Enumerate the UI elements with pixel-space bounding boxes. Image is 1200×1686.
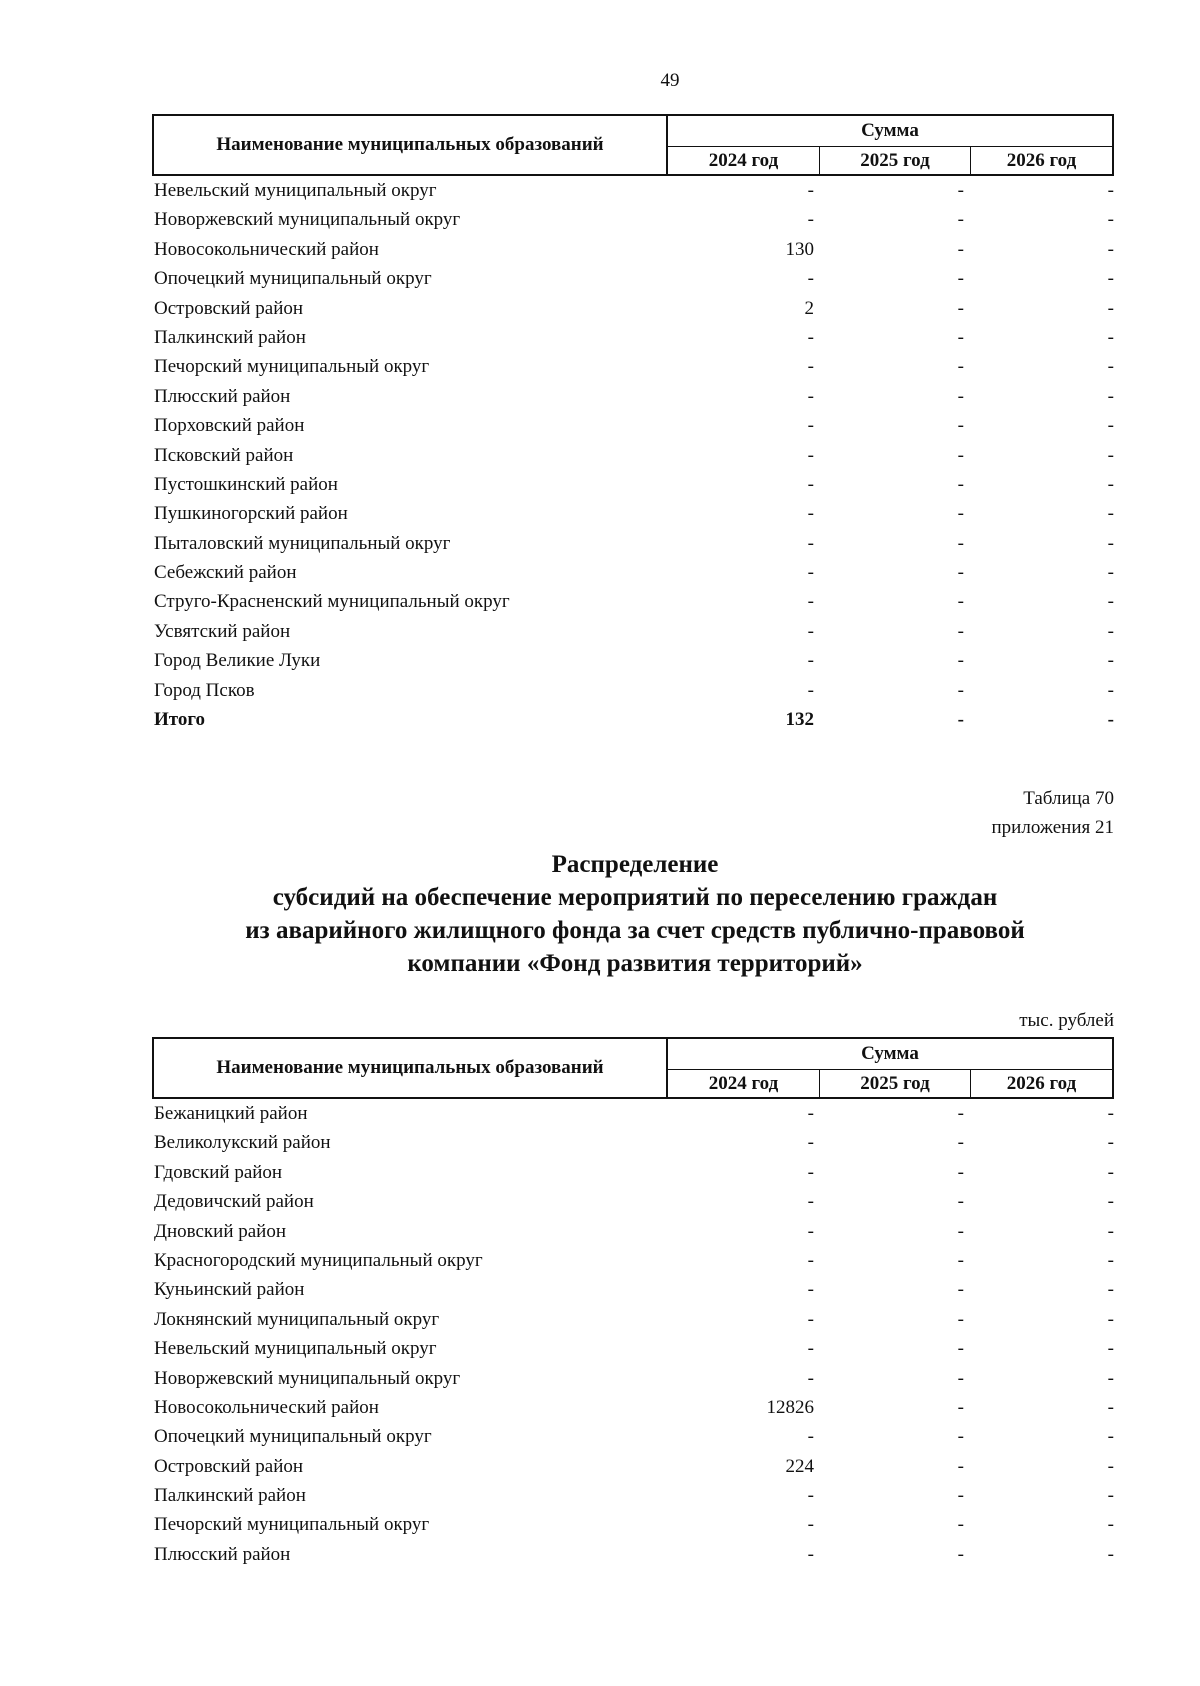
table-row: [152, 205, 1114, 234]
row-value-2026: -: [1107, 679, 1114, 701]
row-value-2026: -: [1107, 385, 1114, 407]
row-value-2026: -: [1107, 297, 1114, 319]
row-value-2025: -: [957, 1220, 964, 1242]
row-value-2024: -: [807, 180, 814, 201]
row-value-2025: -: [957, 1249, 964, 1271]
row-value-2025: -: [957, 1543, 964, 1565]
row-name: Невельский муниципальный округ: [154, 180, 437, 201]
table-row: [152, 529, 1114, 558]
row-name: Дновский район: [154, 1220, 287, 1242]
row-name: Дедовичский район: [154, 1191, 314, 1213]
row-name: Пушкиногорский район: [154, 503, 348, 525]
table-row: [152, 1158, 1114, 1187]
table-2-body: [152, 1099, 1114, 1569]
row-value-2026: -: [1107, 268, 1114, 290]
table-row: [152, 441, 1114, 470]
row-value-2026: -: [1107, 1396, 1114, 1418]
row-value-2026: -: [1107, 473, 1114, 495]
header-year-2024: 2024 год: [668, 1070, 820, 1097]
row-name: Порховский район: [154, 415, 305, 437]
row-value-2025: -: [957, 1279, 964, 1301]
row-value-2026: -: [1107, 209, 1114, 231]
total-2026: -: [1107, 709, 1114, 731]
table-row: [152, 587, 1114, 616]
row-value-2024: -: [807, 1161, 814, 1183]
row-value-2024: -: [807, 562, 814, 584]
row-value-2025: -: [957, 385, 964, 407]
row-name: Плюсский район: [154, 385, 291, 407]
row-value-2026: -: [1107, 1161, 1114, 1183]
row-value-2026: -: [1107, 620, 1114, 642]
row-value-2025: -: [957, 297, 964, 319]
row-name: Новосокольнический район: [154, 238, 379, 260]
title-line-3: из аварийного жилищного фонда за счет средств публично-правовой: [245, 917, 1025, 944]
row-value-2025: -: [957, 1514, 964, 1536]
row-value-2026: -: [1107, 1308, 1114, 1330]
title-line-2: субсидий на обеспечение мероприятий по переселению граждан: [272, 884, 998, 911]
header-year-2025: 2025 год: [820, 147, 971, 174]
header-year-2024: 2024 год: [668, 147, 820, 174]
row-name: Гдовский район: [154, 1161, 283, 1183]
table-row: [152, 1099, 1114, 1128]
table-row: [152, 1422, 1114, 1451]
table-row: [152, 382, 1114, 411]
row-value-2025: -: [957, 1485, 964, 1507]
table-caption-number: Таблица 70: [1023, 788, 1114, 809]
row-value-2026: -: [1107, 1220, 1114, 1242]
row-value-2024: -: [807, 620, 814, 642]
row-value-2026: -: [1107, 356, 1114, 378]
table-row: [152, 558, 1114, 587]
row-value-2024: -: [807, 1485, 814, 1507]
row-value-2026: -: [1107, 1279, 1114, 1301]
row-value-2026: -: [1107, 1514, 1114, 1536]
table-2-header: [152, 1037, 1114, 1099]
table-row: [152, 323, 1114, 352]
table-caption-appendix: приложения 21: [991, 817, 1114, 838]
header-name-column: Наименование муниципальных образований: [154, 116, 668, 174]
row-value-2024: -: [807, 1426, 814, 1448]
row-name: Себежский район: [154, 562, 297, 584]
row-name: Опочецкий муниципальный округ: [154, 268, 432, 290]
row-value-2024: -: [807, 1514, 814, 1536]
row-value-2024: 12826: [766, 1396, 814, 1418]
table-row: [152, 1481, 1114, 1510]
table-row: [152, 1217, 1114, 1246]
row-name: Пыталовский муниципальный округ: [154, 532, 451, 554]
table-row: [152, 1393, 1114, 1422]
row-value-2026: -: [1107, 1455, 1114, 1477]
row-value-2025: -: [957, 679, 964, 701]
table-row: [152, 294, 1114, 323]
row-name: Новоржевский муниципальный округ: [154, 209, 461, 231]
row-name: Струго-Красненский муниципальный округ: [154, 591, 510, 613]
row-value-2025: -: [957, 356, 964, 378]
row-value-2024: 2: [804, 297, 814, 319]
row-value-2025: -: [957, 1132, 964, 1154]
row-value-2025: -: [957, 473, 964, 495]
table-row: [152, 1452, 1114, 1481]
table-1-header: [152, 114, 1114, 176]
row-value-2025: -: [957, 326, 964, 348]
row-name: Плюсский район: [154, 1543, 291, 1565]
row-value-2026: -: [1107, 415, 1114, 437]
row-value-2026: -: [1107, 532, 1114, 554]
row-name: Пустошкинский район: [154, 473, 338, 495]
header-sum: Сумма: [668, 1039, 1112, 1070]
row-value-2025: -: [957, 209, 964, 231]
row-value-2026: -: [1107, 1103, 1114, 1124]
table-1: [152, 114, 1114, 734]
table-row: [152, 264, 1114, 293]
row-value-2024: -: [807, 444, 814, 466]
row-name: Красногородский муниципальный округ: [154, 1249, 483, 1271]
row-name: Невельский муниципальный округ: [154, 1338, 437, 1360]
total-2025: -: [957, 709, 964, 731]
row-value-2026: -: [1107, 238, 1114, 260]
row-value-2025: -: [957, 1103, 964, 1124]
row-value-2025: -: [957, 1308, 964, 1330]
row-value-2026: -: [1107, 1543, 1114, 1565]
table-row: [152, 617, 1114, 646]
row-name: Печорский муниципальный округ: [154, 1514, 430, 1536]
row-value-2025: -: [957, 532, 964, 554]
row-value-2025: -: [957, 1455, 964, 1477]
row-name: Новоржевский муниципальный округ: [154, 1367, 461, 1389]
row-name: Бежаницкий район: [154, 1103, 308, 1124]
title-line-1: Распределение: [551, 851, 719, 878]
row-value-2026: -: [1107, 326, 1114, 348]
row-value-2024: 224: [785, 1455, 814, 1477]
row-value-2025: -: [957, 503, 964, 525]
table-row: [152, 1364, 1114, 1393]
row-value-2025: -: [957, 1367, 964, 1389]
row-value-2026: -: [1107, 562, 1114, 584]
table-row: [152, 499, 1114, 528]
row-value-2025: -: [957, 444, 964, 466]
header-year-2026: 2026 год: [1006, 149, 1077, 171]
row-value-2025: -: [957, 238, 964, 260]
table-row: [152, 1305, 1114, 1334]
row-value-2025: -: [957, 650, 964, 672]
table-2: [152, 1037, 1114, 1569]
table-row: [152, 1510, 1114, 1539]
row-name: Псковский район: [154, 444, 294, 466]
row-value-2024: -: [807, 1249, 814, 1271]
table-row: [152, 470, 1114, 499]
row-value-2024: -: [807, 1367, 814, 1389]
row-value-2025: -: [957, 180, 964, 201]
table-row: [152, 1246, 1114, 1275]
row-name: Печорский муниципальный округ: [154, 356, 430, 378]
header-sum: Сумма: [668, 116, 1112, 147]
row-name: Куньинский район: [154, 1279, 305, 1301]
row-value-2024: -: [807, 473, 814, 495]
row-value-2025: -: [957, 415, 964, 437]
table-row: [152, 235, 1114, 264]
row-name: Островский район: [154, 297, 304, 319]
header-name-column: Наименование муниципальных образований: [154, 1039, 668, 1097]
table-row: [152, 676, 1114, 705]
table-row: [152, 176, 1114, 205]
row-value-2025: -: [957, 591, 964, 613]
total-2024: 132: [785, 709, 814, 731]
row-value-2026: -: [1107, 1132, 1114, 1154]
table-1-total-row: [152, 705, 1114, 734]
row-value-2025: -: [957, 1426, 964, 1448]
total-label: Итого: [154, 709, 206, 731]
row-name: Опочецкий муниципальный округ: [154, 1426, 432, 1448]
document-title: [0, 848, 1200, 980]
row-value-2025: -: [957, 1161, 964, 1183]
row-value-2024: -: [807, 385, 814, 407]
row-value-2026: -: [1107, 1367, 1114, 1389]
row-name: Островский район: [154, 1455, 304, 1477]
table-row: [152, 646, 1114, 675]
row-value-2024: -: [807, 532, 814, 554]
row-value-2026: -: [1107, 1249, 1114, 1271]
units-label: тыс. рублей: [1019, 1010, 1114, 1031]
row-value-2024: -: [807, 268, 814, 290]
row-value-2024: -: [807, 356, 814, 378]
row-value-2024: -: [807, 679, 814, 701]
row-value-2025: -: [957, 620, 964, 642]
table-row: [152, 352, 1114, 381]
row-value-2024: 130: [785, 238, 814, 260]
row-value-2026: -: [1107, 503, 1114, 525]
row-value-2026: -: [1107, 1191, 1114, 1213]
row-value-2024: -: [807, 326, 814, 348]
row-value-2025: -: [957, 562, 964, 584]
row-value-2024: -: [807, 415, 814, 437]
row-name: Палкинский район: [154, 326, 306, 348]
row-value-2024: -: [807, 1338, 814, 1360]
table-row: [152, 1540, 1114, 1569]
row-value-2025: -: [957, 1396, 964, 1418]
page-number: 49: [660, 70, 680, 91]
row-value-2024: -: [807, 591, 814, 613]
row-value-2026: -: [1107, 1485, 1114, 1507]
row-value-2025: -: [957, 268, 964, 290]
row-value-2026: -: [1107, 1338, 1114, 1360]
row-value-2026: -: [1107, 1426, 1114, 1448]
table-row: [152, 1275, 1114, 1304]
table-1-body: [152, 176, 1114, 705]
table-row: [152, 1187, 1114, 1216]
row-value-2026: -: [1107, 444, 1114, 466]
row-value-2026: -: [1107, 650, 1114, 672]
row-value-2024: -: [807, 1279, 814, 1301]
row-name: Палкинский район: [154, 1485, 306, 1507]
row-name: Город Великие Луки: [154, 650, 321, 672]
header-year-2026: 2026 год: [1006, 1072, 1077, 1094]
row-value-2024: -: [807, 1103, 814, 1124]
title-line-4: компании «Фонд развития территорий»: [407, 950, 863, 977]
row-value-2024: -: [807, 503, 814, 525]
header-year-2025: 2025 год: [820, 1070, 971, 1097]
row-value-2024: -: [807, 1308, 814, 1330]
row-value-2024: -: [807, 1543, 814, 1565]
row-value-2024: -: [807, 209, 814, 231]
row-value-2026: -: [1107, 180, 1114, 201]
table-row: [152, 1128, 1114, 1157]
table-row: [152, 1334, 1114, 1363]
row-value-2024: -: [807, 1220, 814, 1242]
table-row: [152, 411, 1114, 440]
row-name: Усвятский район: [154, 620, 291, 642]
row-name: Город Псков: [154, 679, 255, 701]
row-value-2024: -: [807, 650, 814, 672]
row-name: Локнянский муниципальный округ: [154, 1308, 440, 1330]
row-value-2025: -: [957, 1338, 964, 1360]
row-name: Великолукский район: [154, 1132, 331, 1154]
row-value-2024: -: [807, 1191, 814, 1213]
row-value-2025: -: [957, 1191, 964, 1213]
row-name: Новосокольнический район: [154, 1396, 379, 1418]
row-value-2024: -: [807, 1132, 814, 1154]
row-value-2026: -: [1107, 591, 1114, 613]
